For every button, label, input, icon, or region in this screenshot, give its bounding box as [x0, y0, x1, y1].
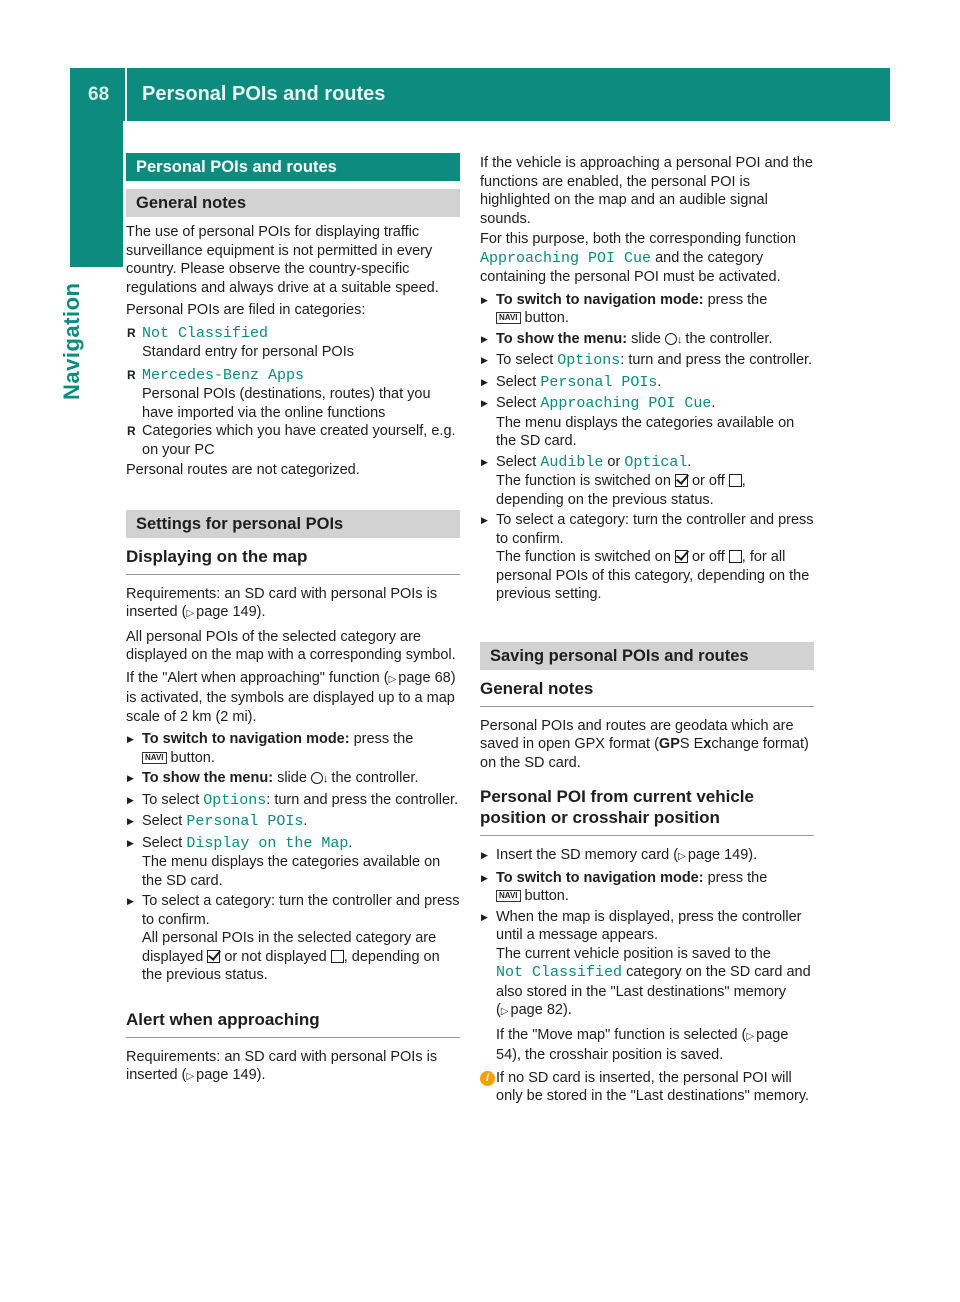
step-text: the controller.	[685, 330, 773, 347]
step-text: Select	[142, 813, 183, 829]
display-para: All personal POIs of the selected category are displayed on the map with a corresponding symbol.	[126, 628, 456, 663]
term-personal-pois: Personal POIs	[186, 813, 304, 830]
page-header	[70, 68, 890, 121]
step-text: , for all personal POIs of this category, depending on the previous setting.	[496, 549, 810, 602]
step-text: If the "Move map" function is selected (	[496, 1026, 747, 1043]
header-divider	[125, 68, 127, 121]
geodata-bold: x	[703, 736, 712, 752]
step-text: slide	[631, 330, 661, 347]
saving-title: Saving personal POIs and routes	[480, 642, 814, 670]
step-text: button.	[524, 310, 569, 326]
step-text: Select	[142, 834, 183, 851]
intro-text: For this purpose, both the corresponding function	[480, 231, 796, 247]
step-text: The menu displays the categories available on the SD card.	[142, 854, 441, 889]
step-text: To select a category: turn the controller and press to confirm.	[142, 893, 460, 928]
step-text: : turn and press the controller.	[620, 352, 813, 368]
term-personal-pois: Personal POIs	[540, 373, 658, 391]
checkbox-checked-icon	[675, 550, 688, 563]
req-text: Requirements: an SD card with personal POIs is inserted (	[126, 1048, 438, 1083]
checkbox-empty-icon	[729, 550, 742, 563]
info-icon: i	[480, 1071, 495, 1086]
step-bold: To switch to navigation mode:	[496, 869, 704, 886]
step-text: or off	[691, 549, 725, 565]
geodata-text: Personal POIs and routes are geodata which are saved in open GPX format (	[480, 717, 794, 752]
requirements-para	[126, 585, 460, 624]
list-item	[126, 422, 460, 459]
step-text: The menu displays the categories available on the SD card.	[496, 414, 795, 449]
step-item: ▶ Select Approaching POI Cue. The menu displays the categories available on the SD card.	[480, 394, 814, 451]
step-text: Select	[496, 395, 537, 411]
displaying-title: Displaying on the map	[126, 546, 460, 575]
req-text: Requirements: an SD card with personal POIs is inserted (	[126, 585, 438, 620]
step-text: category on the SD card and also stored in the "Last destinations" memory (	[496, 964, 811, 1018]
step-text: Insert the SD memory card (	[496, 847, 679, 863]
step-text: press the	[353, 731, 414, 747]
step-item	[126, 791, 460, 811]
step-item: ▶ Select Display on the Map. The menu displays the categories available on the SD card.	[126, 834, 460, 891]
page-number: 68	[88, 84, 110, 105]
poi-current-title: Personal POI from current vehicle position or crosshair position	[480, 786, 814, 836]
step-bold: To show the menu:	[142, 770, 274, 786]
term-audible: Audible	[540, 453, 604, 471]
header-title: Personal POIs and routes	[142, 83, 386, 105]
term-options: Options	[203, 791, 267, 809]
move-map-para	[496, 1026, 814, 1065]
step-bold: To switch to navigation mode:	[496, 291, 704, 308]
step-item	[480, 330, 814, 350]
page-ref: ▷ page 149).	[186, 1067, 265, 1083]
step-text: , depending on the previous status.	[496, 473, 746, 508]
step-bold: To switch to navigation mode:	[142, 731, 350, 747]
step-item	[480, 908, 814, 1065]
alert-para	[126, 669, 460, 727]
routes-note: Personal routes are not categorized.	[126, 462, 360, 478]
geodata-text: change format) on the SD card.	[480, 736, 809, 771]
info-text: If no SD card is inserted, the personal POI will only be stored in the "Last destinations" memory.	[496, 1069, 810, 1104]
section-title: Personal POIs and routes	[126, 153, 460, 181]
term-display-on-map: Display on the Map	[186, 834, 349, 852]
categories-intro: Personal POIs are filed in categories:	[126, 302, 366, 318]
navi-button-icon: NAVI	[496, 890, 521, 902]
step-text: the controller.	[331, 770, 419, 786]
step-text: press the	[707, 291, 768, 308]
step-text: button.	[524, 888, 569, 904]
geodata-text: S E	[679, 736, 704, 752]
controller-icon	[665, 333, 677, 345]
step-text: The current vehicle position is saved to the	[496, 945, 771, 962]
step-text: The function is switched on	[496, 473, 671, 489]
general-notes-para: The use of personal POIs for displaying traffic surveillance equipment is not permitted in every country. Please observe the country-specific regulations and always drive at a suitable speed.	[126, 224, 439, 296]
step-bold: To show the menu:	[496, 330, 628, 347]
step-text: or	[607, 453, 621, 470]
navi-button-icon: NAVI	[496, 312, 521, 324]
info-note	[480, 1069, 814, 1106]
step-text: slide	[277, 770, 307, 786]
step-text: , depending on the previous status.	[142, 948, 440, 983]
slide-down-arrow-icon: ↓	[322, 773, 329, 785]
intro-text: and the category containing the personal POI must be activated.	[480, 249, 781, 285]
step-item: ▶ Select Audible or Optical. The function is switched on or off , depending on the previous status.	[480, 453, 814, 510]
left-column	[126, 153, 460, 1087]
page-ref: ▷ page 54), the crosshair position is saved.	[496, 1027, 788, 1064]
page-ref: ▷ page 82).	[501, 1002, 572, 1018]
checkbox-checked-icon	[675, 474, 688, 487]
term-not-classified: Not Classified	[142, 324, 269, 342]
alert-text: If the "Alert when approaching" function (	[126, 669, 389, 686]
checkbox-empty-icon	[331, 950, 344, 963]
alert-title: Alert when approaching	[126, 1009, 460, 1038]
slide-down-arrow-icon: ↓	[676, 333, 683, 346]
checkbox-empty-icon	[729, 474, 742, 487]
alert-requirements	[126, 1048, 460, 1087]
term-approaching-poi-cue: Approaching POI Cue	[480, 249, 652, 267]
step-text: or off	[691, 473, 725, 489]
step-text: The function is switched on	[496, 549, 671, 565]
list-item-desc: Personal POIs (destinations, routes) that you have imported via the online functions	[142, 386, 431, 421]
step-item	[126, 769, 460, 789]
right-column	[480, 154, 814, 1106]
step-text: All personal POIs in the selected category are displayed	[142, 930, 437, 965]
intro-para-2	[480, 230, 814, 287]
intro-para: If the vehicle is approaching a personal POI and the functions are enabled, the personal POI is highlighted on the map and an audible signal sounds.	[480, 155, 813, 227]
page-ref: ▷ page 149).	[186, 604, 265, 620]
step-item	[480, 869, 814, 906]
list-item-text: Categories which you have created yourself, e.g. on your PC	[142, 423, 456, 458]
step-text: To select	[496, 352, 554, 368]
side-tab-label: Navigation	[59, 282, 84, 400]
navi-button-icon: NAVI	[142, 752, 167, 764]
step-text: or not displayed	[224, 948, 327, 965]
step-text: When the map is displayed, press the controller until a message appears.	[496, 908, 802, 943]
geodata-bold: GP	[658, 736, 680, 752]
step-text: press the	[707, 869, 768, 886]
term-mercedes-apps: Mercedes-Benz Apps	[142, 366, 305, 384]
term-approaching-poi-cue: Approaching POI Cue	[540, 395, 712, 412]
term-options: Options	[557, 352, 621, 369]
general-notes-title: General notes	[126, 189, 460, 217]
step-item	[480, 846, 814, 867]
checkbox-checked-icon	[207, 950, 220, 963]
page-ref: ▷ page 68) is activated, the symbols are displayed up to a map scale of 2 km (2 mi).	[126, 670, 456, 725]
step-item: ▶ Select Personal POIs.	[480, 373, 814, 393]
step-item	[480, 511, 814, 604]
step-item	[480, 291, 814, 328]
settings-title: Settings for personal POIs	[126, 510, 460, 538]
general-notes-title-right: General notes	[480, 678, 814, 707]
step-text: To select	[142, 791, 200, 808]
list-item-desc: Standard entry for personal POIs	[142, 344, 354, 360]
step-text: Select	[496, 453, 537, 470]
term-optical: Optical	[624, 453, 688, 471]
page-ref: ▷ page 149).	[678, 847, 757, 863]
controller-icon	[311, 772, 323, 784]
step-item	[126, 730, 460, 767]
step-item: ▶ Select Personal POIs.	[126, 812, 460, 832]
list-item	[126, 324, 460, 344]
step-item	[480, 351, 814, 371]
step-text: button.	[170, 749, 215, 766]
step-text: : turn and press the controller.	[266, 791, 459, 808]
step-text: Select	[496, 373, 537, 390]
term-not-classified: Not Classified	[496, 964, 623, 981]
list-item	[126, 366, 460, 386]
step-item	[126, 892, 460, 985]
step-text: To select a category: turn the controller and press to confirm.	[496, 512, 814, 547]
geodata-para	[480, 717, 814, 773]
